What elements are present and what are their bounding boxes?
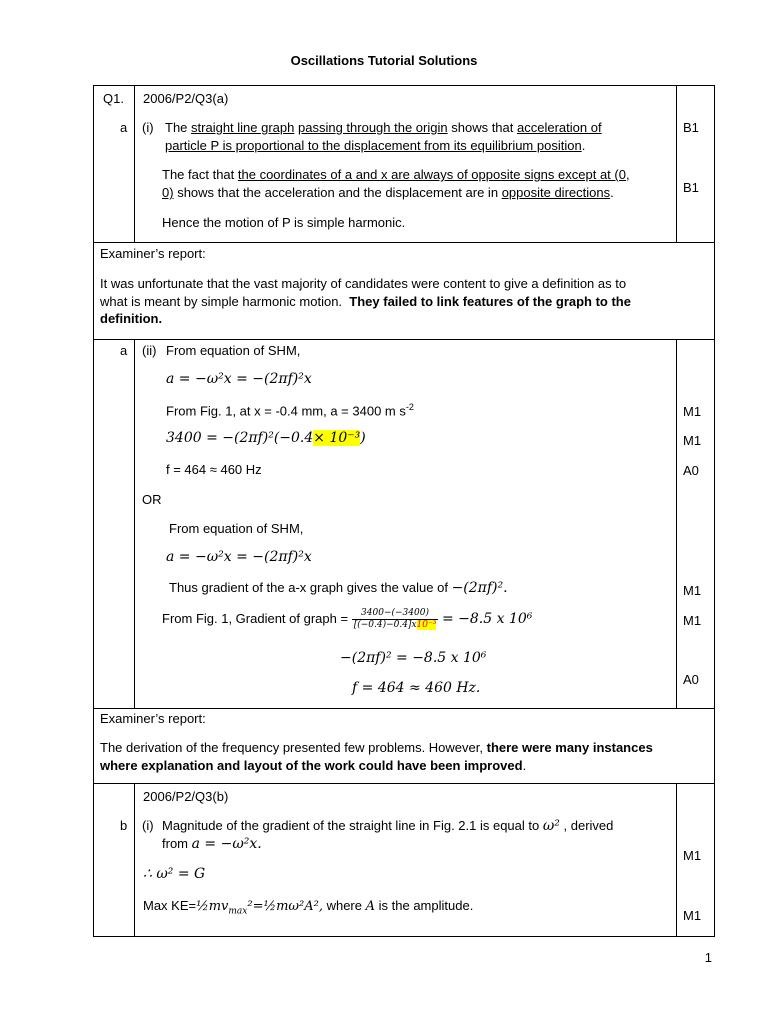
max-ke-statement: Max $KE=\frac{1}{2}mv_{max}^2=\frac{1}{2}m\omega^2A^2$, where A is the amplitude.	[143, 898, 474, 917]
mark-m1: M1	[683, 848, 702, 863]
answer-a-i-paragraph-1: The straight line graph passing through the origin shows that acceleration of	[165, 120, 602, 135]
examiner-report-text: The derivation of the frequency presented few problems. However, there were many instances	[100, 740, 653, 755]
mark-a0: A0	[683, 463, 699, 478]
shm-intro: From equation of SHM,	[166, 343, 301, 358]
subpart-label-i: (i)	[142, 120, 154, 135]
page-title: Oscillations Tutorial Solutions	[290, 53, 478, 68]
gradient-calculation: From Fig. 1, Gradient of graph = $\frac{3400-(-3400)}{\text{[(−0.4)−0.4]x10⁻³}}$ = −8.5 x 10⁶	[162, 608, 533, 630]
question-reference-b: 2006/P2/Q3(b)	[143, 789, 229, 804]
answer-a-i-paragraph-2-cont: 0) shows that the acceleration and the displacement are in opposite directions.	[162, 185, 614, 200]
frequency-result: f = 464 ≈ 460 Hz	[166, 462, 262, 477]
mark-b1: B1	[683, 180, 699, 195]
mark-m1: M1	[683, 404, 702, 419]
answer-b-i-line-2: from a = −ω²x.	[162, 836, 262, 852]
subpart-label-i: (i)	[142, 818, 154, 833]
answer-a-i-paragraph-2: The fact that the coordinates of a and x are always of opposite signs except at (0,	[162, 167, 630, 182]
fig1-reading: From Fig. 1, at x = -0.4 mm, a = 3400 m $s^{-2}$	[166, 402, 414, 419]
examiner-report-text-cont: what is meant by simple harmonic motion. They failed to link features of the graph to the	[100, 294, 631, 309]
mark-m1: M1	[683, 908, 702, 923]
shm-equation: a = −ω²x = −(2πf)²x	[166, 371, 312, 387]
substitution-equation: 3400 = −(2πf)²(−0.4× 10⁻³)	[166, 430, 366, 446]
gradient-statement: Thus gradient of the a-x graph gives the value of −(2πf)².	[169, 580, 508, 596]
part-label-b: b	[120, 818, 128, 833]
gradient-equation: −(2πf)² = −8.5 x 10⁶	[340, 650, 487, 666]
part-label-a: a	[120, 120, 128, 135]
mark-m1: M1	[683, 433, 702, 448]
or-separator: OR	[142, 492, 162, 507]
mark-m1: M1	[683, 583, 702, 598]
answer-b-i-line-1: Magnitude of the gradient of the straight line in Fig. 2.1 is equal to ω² , derived	[162, 818, 614, 834]
part-label-a: a	[120, 343, 128, 358]
examiner-report-text-cont: where explanation and layout of the work could have been improved.	[100, 758, 527, 773]
examiner-report-label: Examiner’s report:	[100, 711, 206, 726]
answer-a-i-paragraph-1-cont: particle P is proportional to the displacement from its equilibrium position.	[165, 138, 586, 153]
shm-intro-alt: From equation of SHM,	[169, 521, 304, 536]
mark-a0: A0	[683, 672, 699, 687]
answer-a-i-conclusion: Hence the motion of P is simple harmonic.	[162, 215, 406, 230]
omega-squared-equals-g: ∴ ω² = G	[143, 866, 206, 882]
mark-b1: B1	[683, 120, 699, 135]
mark-m1: M1	[683, 613, 702, 628]
examiner-report-text: It was unfortunate that the vast majority of candidates were content to give a definition as to	[100, 276, 627, 291]
page-number: 1	[704, 950, 712, 965]
shm-equation-alt: a = −ω²x = −(2πf)²x	[166, 549, 312, 565]
subpart-label-ii: (ii)	[142, 343, 157, 358]
question-reference-a: 2006/P2/Q3(a)	[143, 91, 229, 106]
frequency-final: f = 464 ≈ 460 Hz.	[352, 680, 481, 696]
examiner-report-text-bold: definition.	[100, 311, 163, 326]
question-number: Q1.	[103, 91, 124, 106]
examiner-report-label: Examiner’s report:	[100, 246, 206, 261]
